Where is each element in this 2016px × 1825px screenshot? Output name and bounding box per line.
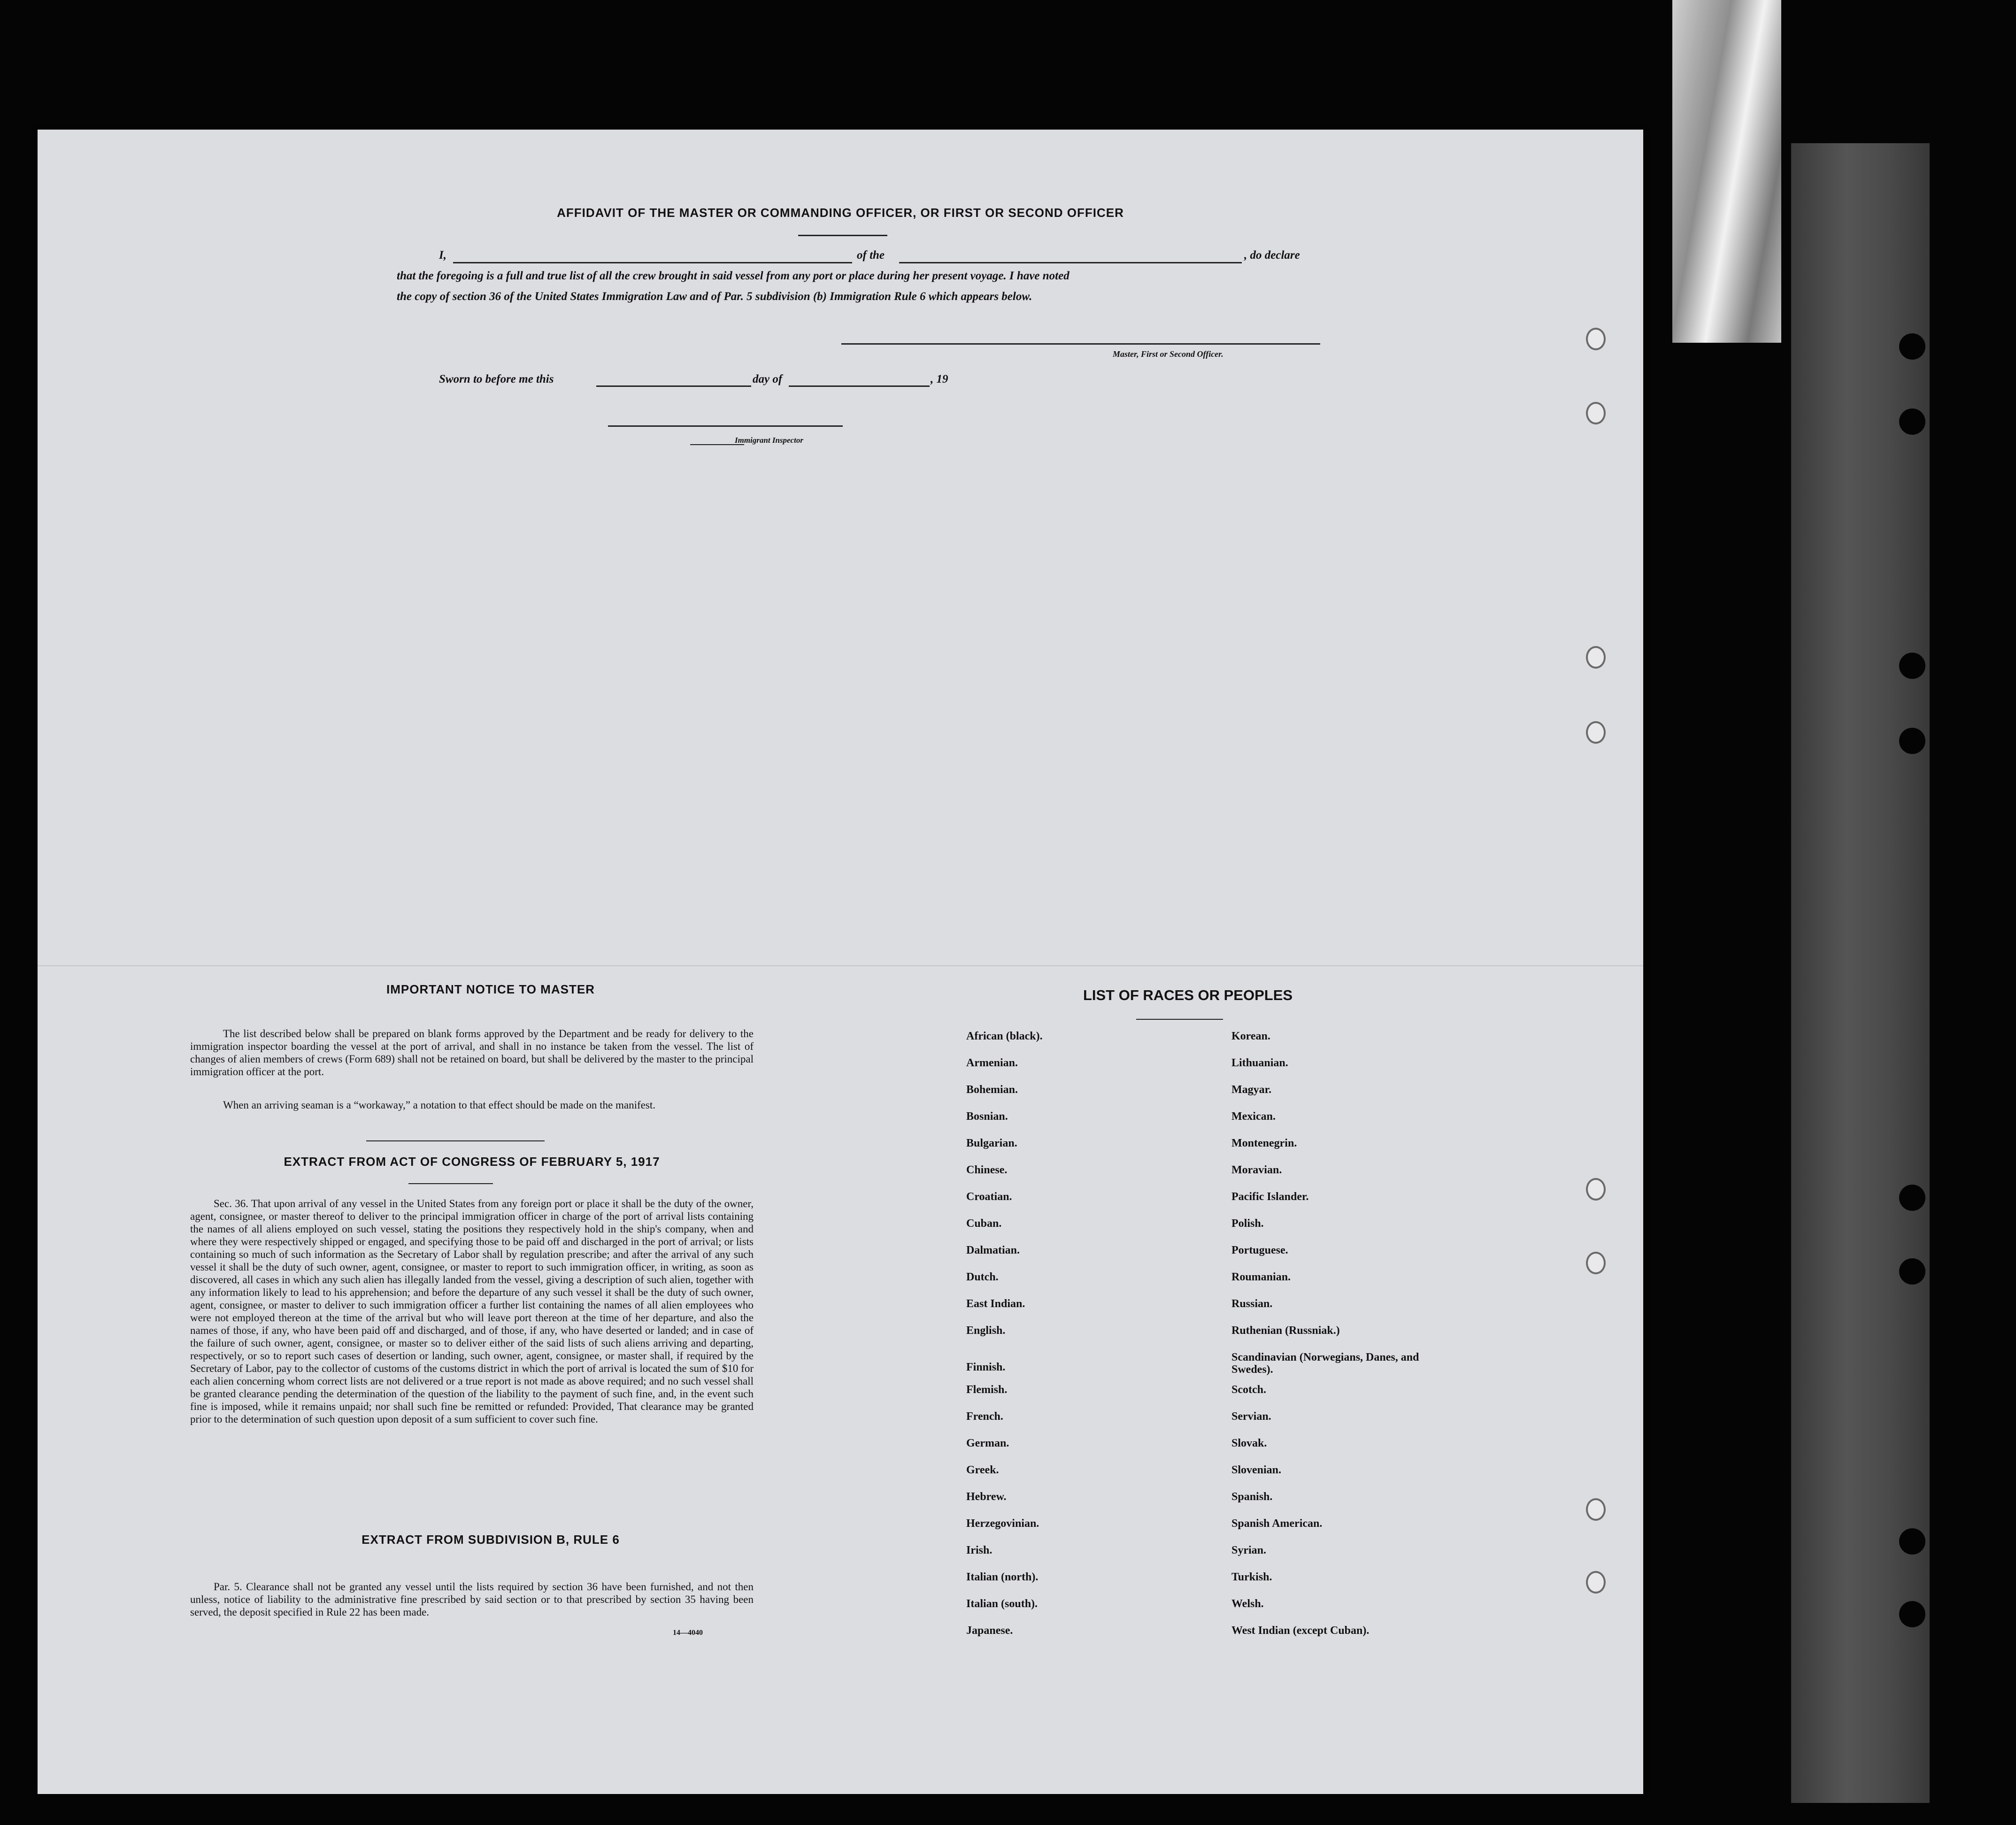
- race-item: Portuguese.: [1231, 1244, 1288, 1256]
- race-item: Flemish.: [966, 1384, 1008, 1396]
- binder-hole: [1899, 333, 1925, 360]
- act-extract-text: Sec. 36. That upon arrival of any vessel in the United States from any foreign port or place it shall be the duty of the owner, agent, consignee, or master thereof to deliver to the principal immigration officer in charge of the port of arrival lists containing the names of all aliens employed on such vessel, stating the positions they respectively hold in the ship's company, when and where they were respectively shipped or engaged, and specifying those to be paid off and discharged in the port of arrival; or lists containing so much of such information as the Secretary of Labor shall by regulation prescribe; and after the arrival of any such vessel it shall be the duty of such owner, agent, consignee, or master to report to such immigration officer, in writing, as soon as discovered, all cases in which any such alien has illegally landed from the vessel, giving a description of such alien, together with any information likely to lead to his apprehension; and before the departure of any such vessel it shall be the duty of such owner, agent, consignee, or master to deliver to such immigration officer a further list containing the names of all alien employees who were not employed thereon at the time of the arrival but who will leave port thereon at the time of her departure, and also the names of those, if any, who have been paid off and discharged, and of those, if any, who have deserted or landed; and in case of the failure of such owner, agent, consignee, or master so to deliver either of the said lists of such aliens arriving and departing, respectively, or so to report such cases of desertion or landing, such owner, agent, consignee, or master shall, if required by the Secretary of Labor, pay to the collector of customs of the customs district in which the port of arrival is located the sum of $10 for each alien concerning whom correct lists are not delivered or a true report is not made as above required; and no such vessel shall be granted clearance pending the determination of the question of the liability to the payment of such fine, and, in the event such fine is imposed, while it remains unpaid; nor shall such fine be remitted or refunded: Provided, That clearance may be granted prior to the determination of such question upon deposit of a sum sufficient to cover such fine.: [190, 1198, 754, 1425]
- race-item: Cuban.: [966, 1217, 1002, 1230]
- fold-line: [38, 965, 1643, 966]
- races-right-column: [1231, 1030, 1429, 1651]
- signature-label: Master, First or Second Officer.: [1113, 349, 1223, 359]
- races-left-column: [966, 1030, 1210, 1651]
- sworn-label: Sworn to before me this: [439, 373, 554, 385]
- back-page-edge: [1791, 143, 1930, 1803]
- name-blank-line[interactable]: [453, 262, 852, 263]
- binder-hole: [1899, 1185, 1925, 1211]
- race-item: Scandinavian (Norwegians, Danes, and Swedes).: [1231, 1351, 1419, 1376]
- race-item: Korean.: [1231, 1030, 1270, 1042]
- affidavit-statement-line: that the foregoing is a full and true list of all the crew brought in said vessel from any port or place during her present voyage. I have noted: [397, 270, 1070, 282]
- race-item: Dalmatian.: [966, 1244, 1020, 1256]
- race-item: Servian.: [1231, 1410, 1271, 1423]
- affidavit-statement-line: the copy of section 36 of the United States Immigration Law and of Par. 5 subdivision (b) Immigration Rule 6 which appears below.: [397, 290, 1032, 303]
- sworn-day-blank-line[interactable]: [596, 385, 751, 387]
- divider: [798, 235, 887, 236]
- inspector-blank-line[interactable]: [608, 425, 843, 427]
- race-item: Bohemian.: [966, 1084, 1018, 1096]
- affidavit-i-label: I,: [439, 249, 446, 262]
- affidavit-declare-label: , do declare: [1244, 249, 1300, 262]
- binder-ring-icon: [1586, 1571, 1606, 1594]
- race-item: Croatian.: [966, 1191, 1012, 1203]
- scan-background-strip: [1672, 0, 1781, 343]
- race-item: Italian (south).: [966, 1598, 1038, 1610]
- sworn-year-label: , 19: [931, 373, 948, 385]
- race-item: Moravian.: [1231, 1164, 1282, 1176]
- binder-ring-icon: [1586, 1498, 1606, 1521]
- act-extract-title: EXTRACT FROM ACT OF CONGRESS OF FEBRUARY 5, 1917: [284, 1155, 660, 1169]
- race-item: Italian (north).: [966, 1571, 1039, 1583]
- inspector-label: Immigrant Inspector: [735, 436, 803, 445]
- race-item: French.: [966, 1410, 1003, 1423]
- race-item: Spanish American.: [1231, 1517, 1323, 1530]
- binder-hole: [1899, 653, 1925, 679]
- sworn-day-of-label: day of: [753, 373, 783, 385]
- sworn-month-blank-line[interactable]: [789, 385, 930, 387]
- binder-hole: [1899, 408, 1925, 435]
- race-item: Syrian.: [1231, 1544, 1267, 1556]
- race-item: Mexican.: [1231, 1110, 1276, 1123]
- race-item: Finnish.: [966, 1361, 1006, 1373]
- race-item: Russian.: [1231, 1298, 1273, 1310]
- race-item: Magyar.: [1231, 1084, 1272, 1096]
- race-item: Greek.: [966, 1464, 999, 1476]
- binder-ring-icon: [1586, 721, 1606, 744]
- binder-ring-icon: [1586, 328, 1606, 350]
- race-item: Pacific Islander.: [1231, 1191, 1309, 1203]
- vessel-blank-line[interactable]: [899, 262, 1242, 263]
- race-item: Spanish.: [1231, 1491, 1273, 1503]
- binder-hole: [1899, 728, 1925, 754]
- race-item: East Indian.: [966, 1298, 1025, 1310]
- race-item: Chinese.: [966, 1164, 1008, 1176]
- divider: [408, 1183, 493, 1184]
- race-item: Bosnian.: [966, 1110, 1008, 1123]
- race-item: Slovak.: [1231, 1437, 1267, 1449]
- race-item: Ruthenian (Russniak.): [1231, 1324, 1340, 1337]
- binder-ring-icon: [1586, 402, 1606, 424]
- divider: [1136, 1019, 1223, 1020]
- divider: [366, 1140, 545, 1141]
- affidavit-title: AFFIDAVIT OF THE MASTER OR COMMANDING OFFICER, OR FIRST OR SECOND OFFICER: [557, 206, 1124, 220]
- race-item: Bulgarian.: [966, 1137, 1017, 1149]
- race-item: Slovenian.: [1231, 1464, 1282, 1476]
- race-item: English.: [966, 1324, 1006, 1337]
- signature-blank-line[interactable]: [841, 343, 1320, 345]
- rule-extract-text: Par. 5. Clearance shall not be granted any vessel until the lists required by section 36 have been furnished, and not then unless, notice of liability to the administrative fine prescribed by said section or to that prescribed by section 35 having been served, the deposit specified in Rule 22 has been made.: [190, 1581, 754, 1618]
- race-item: African (black).: [966, 1030, 1043, 1042]
- binder-ring-icon: [1586, 1252, 1606, 1274]
- race-item: Polish.: [1231, 1217, 1264, 1230]
- notice-title: IMPORTANT NOTICE TO MASTER: [386, 982, 595, 996]
- race-item: Lithuanian.: [1231, 1057, 1288, 1069]
- race-item: Roumanian.: [1231, 1271, 1291, 1283]
- race-item: Herzegovinian.: [966, 1517, 1039, 1530]
- race-item: Welsh.: [1231, 1598, 1264, 1610]
- races-title: LIST OF RACES OR PEOPLES: [1083, 987, 1293, 1003]
- race-item: Japanese.: [966, 1625, 1013, 1637]
- affidavit-of-the-label: of the: [857, 249, 885, 262]
- notice-paragraph: The list described below shall be prepared on blank forms approved by the Department and be ready for delivery to the immigration inspector boarding the vessel at the port of arrival, and shall in no instance be taken from the vessel. The list of changes of alien members of crews (Form 689) shall not be retained on board, but shall be delivered by the master to the principal immigration officer at the port.: [190, 1028, 754, 1078]
- race-item: West Indian (except Cuban).: [1231, 1625, 1370, 1637]
- binder-hole: [1899, 1601, 1925, 1627]
- race-item: Irish.: [966, 1544, 993, 1556]
- rule-extract-title: EXTRACT FROM SUBDIVISION B, RULE 6: [362, 1532, 620, 1547]
- binder-ring-icon: [1586, 646, 1606, 669]
- binder-ring-icon: [1586, 1178, 1606, 1201]
- race-item: Hebrew.: [966, 1491, 1007, 1503]
- notice-paragraph: When an arriving seaman is a “workaway,” a notation to that effect should be made on the manifest.: [223, 1099, 655, 1111]
- form-number: 14—4040: [673, 1629, 703, 1637]
- manifest-page: [38, 130, 1643, 1794]
- binder-hole: [1899, 1528, 1925, 1555]
- race-item: German.: [966, 1437, 1009, 1449]
- race-item: Armenian.: [966, 1057, 1018, 1069]
- race-item: Dutch.: [966, 1271, 999, 1283]
- race-item: Montenegrin.: [1231, 1137, 1297, 1149]
- binder-hole: [1899, 1258, 1925, 1285]
- race-item: Scotch.: [1231, 1384, 1266, 1396]
- race-item: Turkish.: [1231, 1571, 1272, 1583]
